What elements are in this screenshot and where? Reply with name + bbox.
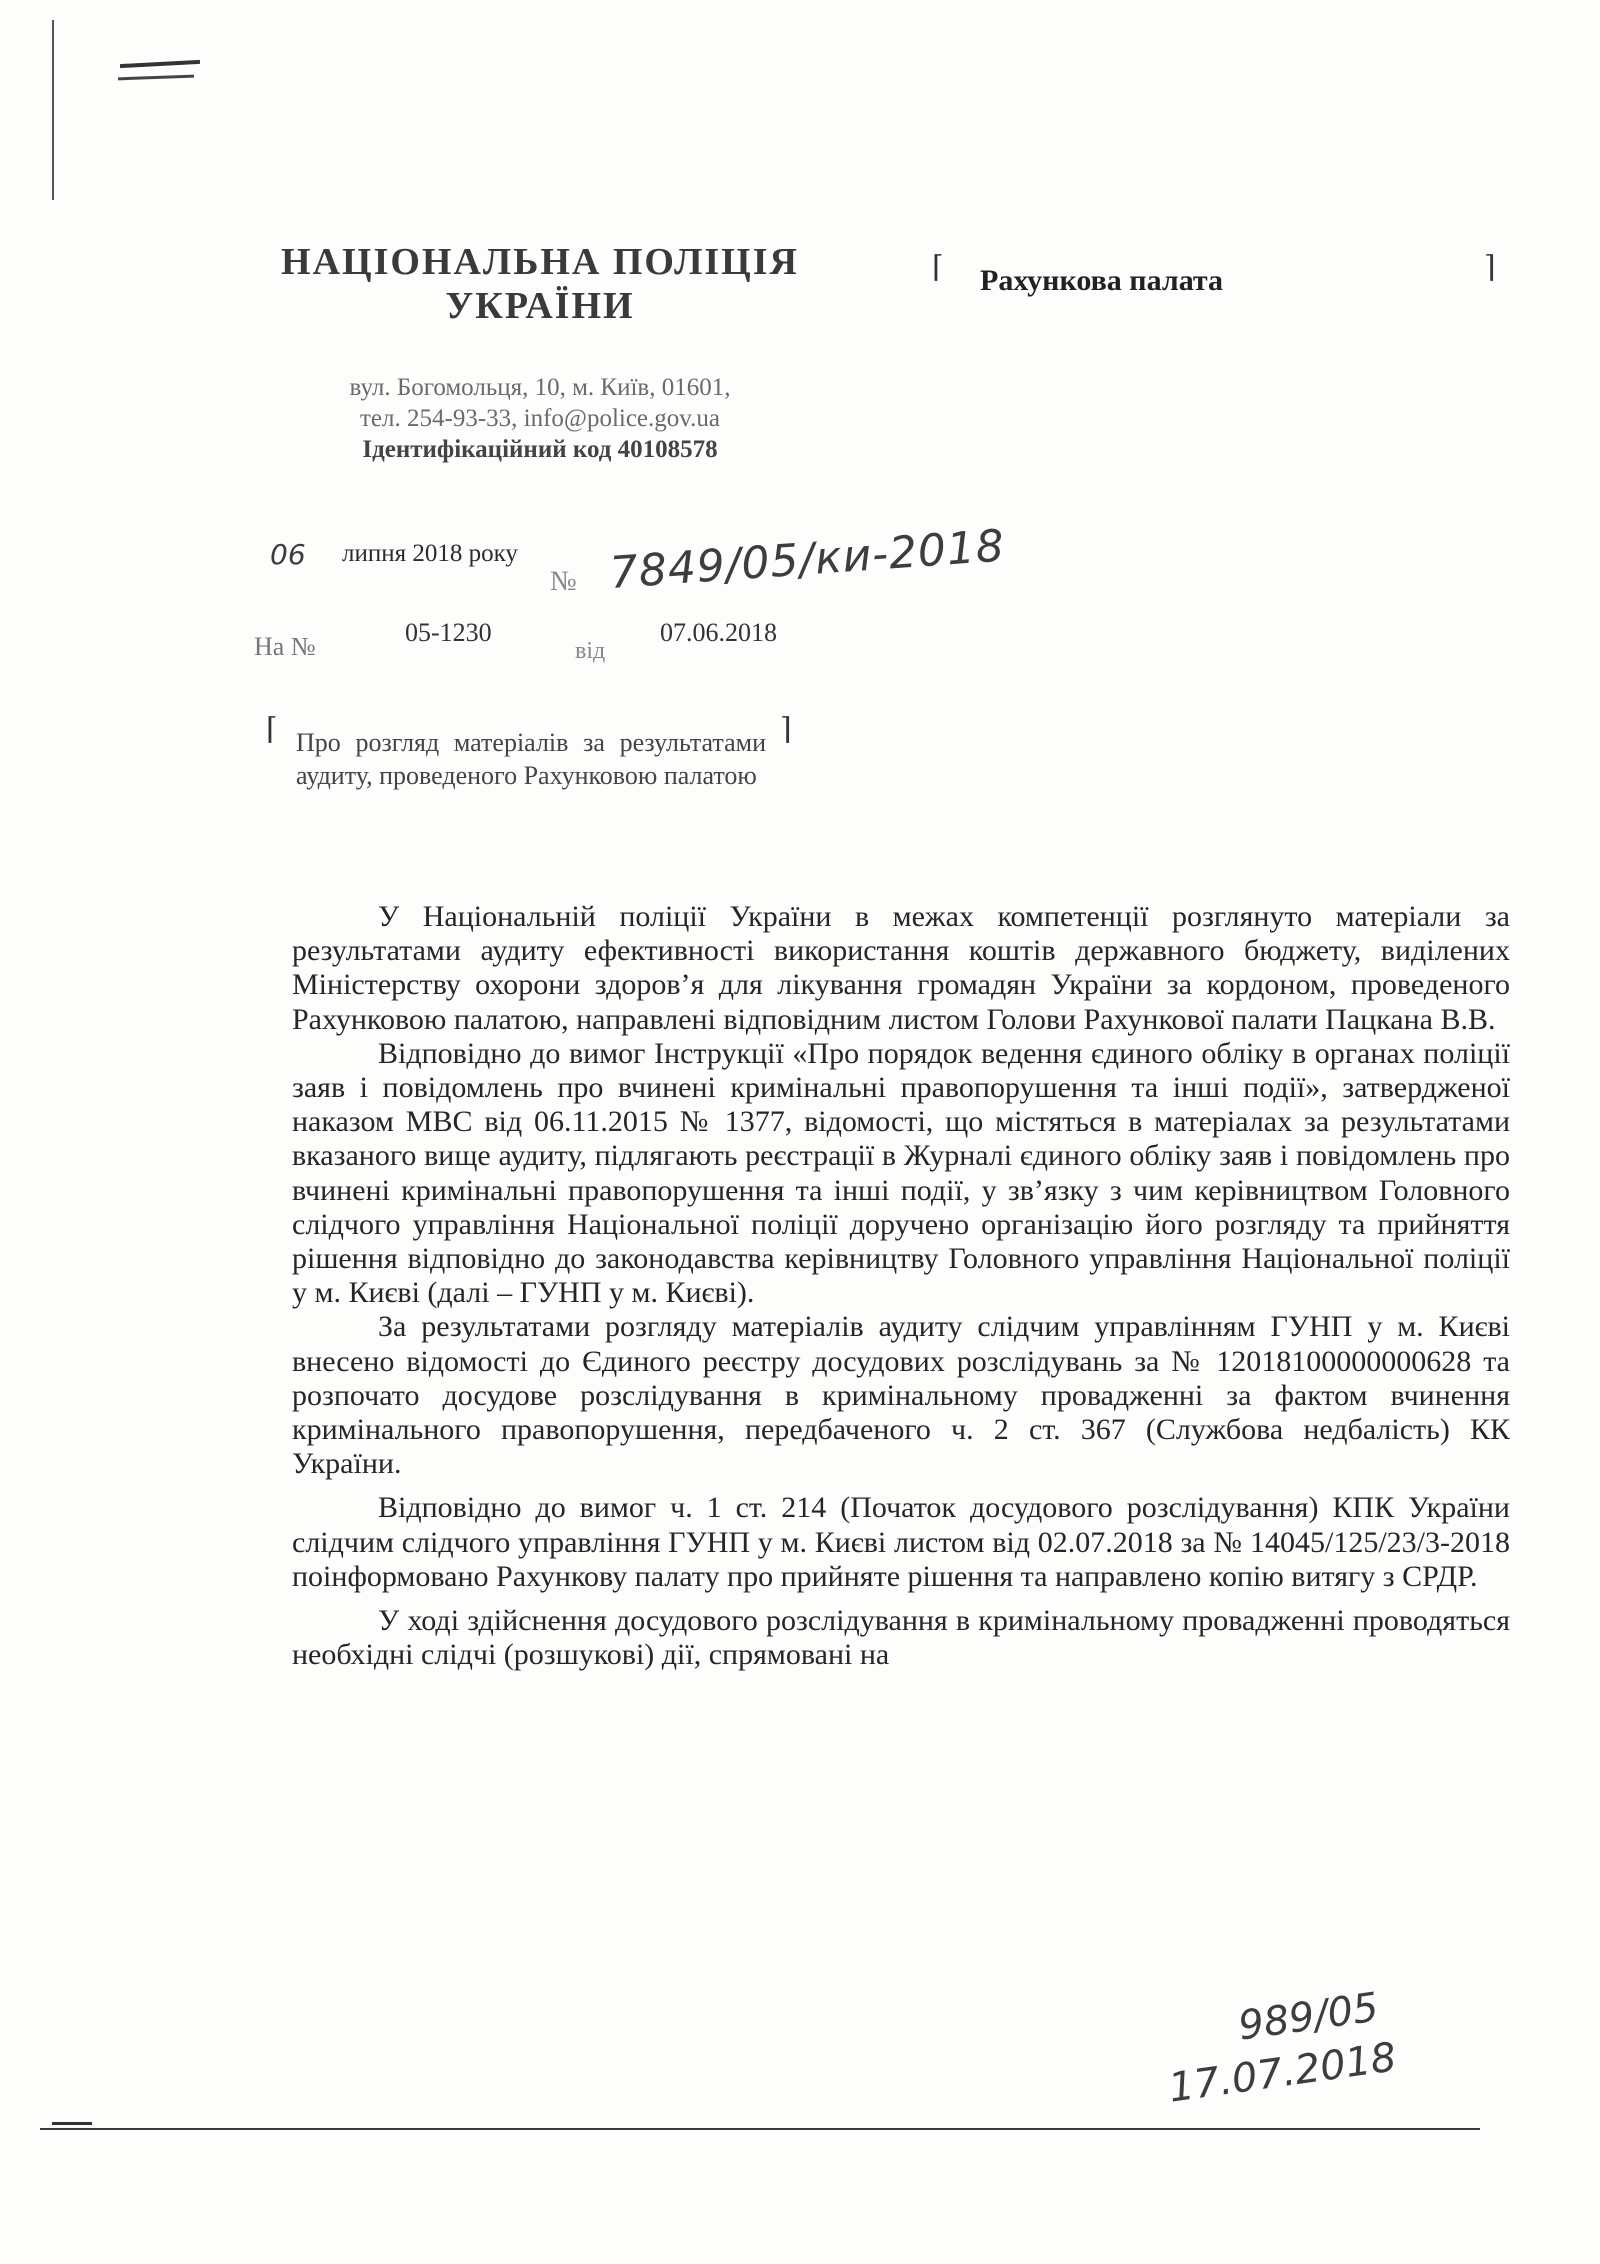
corner-mark-subject-right: ⌉ [780,713,792,746]
address-line1: вул. Богомольця, 10, м. Київ, 01601, [349,374,731,401]
letter-body [292,900,1510,1672]
org-address [260,372,820,465]
reference-number: 05-1230 [405,618,492,647]
reference-vid-label: від [575,638,606,664]
reference-na-label: На № [254,632,316,661]
recipient: Рахункова палата [980,264,1224,297]
outgoing-month-year: липня 2018 року [342,540,518,567]
registration-date: 17.07.2018 [1165,2034,1400,2112]
corner-mark-top-left: ⌈ [932,251,944,284]
outgoing-day: 06 [270,538,306,571]
body-paragraph: За результатами розгляду матеріалів аудиту слідчим управлінням ГУНП у м. Києві внесено відомості до Єдиного реєстру досудових розслідувань за № 12018100000000628 та розпочато досудове розслідування в кримінальному провадженні за фактом вчинення кримінального правопорушення, передбаченого ч. 2 ст. 367 (Службова недбалість) КК України. [292,1310,1510,1481]
scan-dash-mark [118,75,194,81]
body-paragraph: У ході здійснення досудового розслідування в кримінальному провадженні проводяться необхідні слідчі (розшукові) дії, спрямовані на [292,1604,1510,1672]
scan-dash-mark [52,2122,92,2125]
scan-dash-mark [120,60,200,68]
org-name [270,240,810,328]
outgoing-number-prefix: № [550,566,577,597]
corner-mark-top-right: ⌉ [1484,251,1496,284]
body-paragraph: Відповідно до вимог Інструкції «Про порядок ведення єдиного обліку в органах поліції заяв і повідомлень про вчинені кримінальні правопорушення та інші події», затвердженої наказом МВС від 06.11.2015 № 1377, відомості, що містяться в матеріалах за результатами вказаного вище аудиту, підлягають реєстрації в Журналі єдиного обліку заяв і повідомлень про вчинені кримінальні правопорушення та інші події, у зв’язку з чим керівництвом Головного слідчого управління Національної поліції доручено організацію його розгляду та прийняття рішення відповідно до законодавства керівництву Головного управління Національної поліції у м. Києві (далі – ГУНП у м. Києві). [292,1036,1510,1310]
corner-mark-subject-left: ⌈ [266,713,278,746]
org-name-line2: УКРАЇНИ [445,285,635,327]
page-bottom-rule [40,2128,1480,2130]
org-name-line1: НАЦІОНАЛЬНА ПОЛІЦІЯ [281,241,799,283]
body-paragraph: Відповідно до вимог ч. 1 ст. 214 (Початок досудового розслідування) КПК України слідчим слідчого управління ГУНП у м. Києві листом від 02.07.2018 за № 14045/125/23/3-2018 поінформовано Рахункову палату про прийняте рішення та направлено копію витягу з СРДР. [292,1491,1510,1593]
registration-number: 989/05 [1235,1984,1382,2050]
id-code: Ідентифікаційний код 40108578 [362,436,718,463]
scan-edge-mark [52,20,54,200]
subject: Про розгляд матеріалів за результатами аудиту, проведеного Рахунковою палатою [296,728,766,790]
reference-date: 07.06.2018 [660,618,777,647]
outgoing-number: 7849/05/ки-2018 [608,520,1007,599]
body-paragraph: У Національній поліції України в межах компетенції розглянуто матеріали за результатами аудиту ефективності використання коштів державного бюджету, виділених Міністерству охорони здоров’я для лікування громадян України за кордоном, проведеного Рахунковою палатою, направлені відповідним листом Голови Рахункової палати Пацкана В.В. [292,900,1510,1036]
address-line2: тел. 254-93-33, info@police.gov.ua [360,405,720,432]
